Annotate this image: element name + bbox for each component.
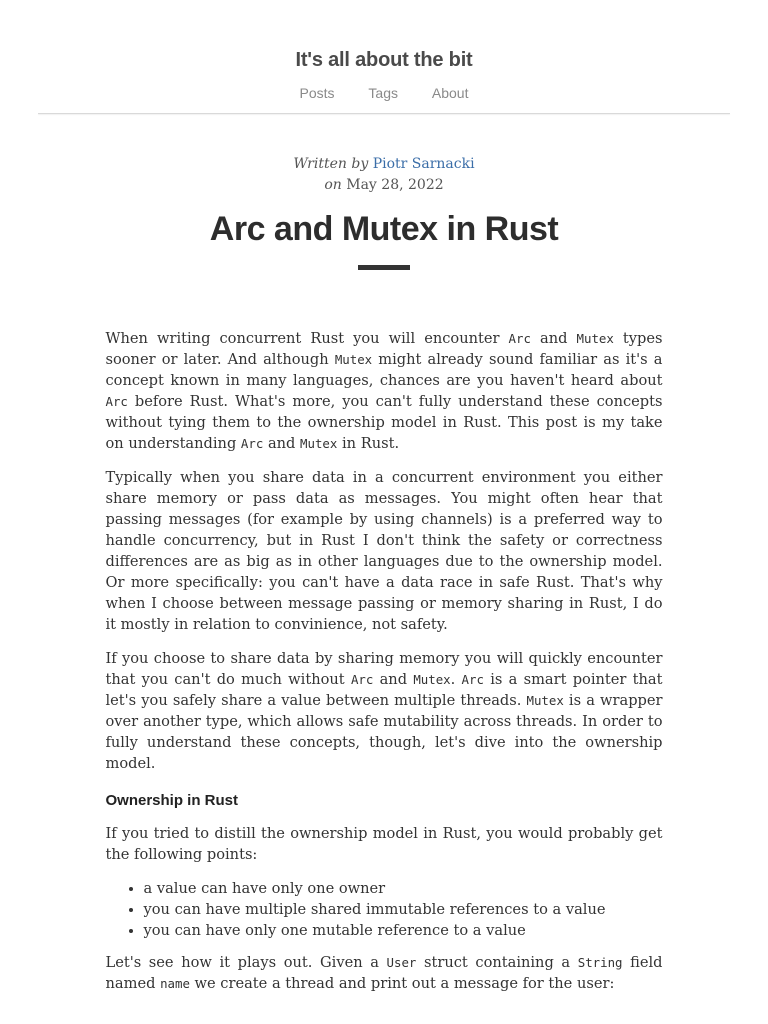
post-date: May 28, 2022	[346, 177, 444, 193]
inline-code: Mutex	[300, 436, 338, 451]
main-nav	[0, 85, 768, 101]
list-item: • a value can have only one owner	[144, 878, 663, 899]
heading-ownership: Ownership in Rust	[105, 792, 239, 809]
on-label: on	[324, 177, 342, 193]
post-content	[106, 328, 663, 994]
nav-tags[interactable]: Tags	[368, 85, 398, 101]
paragraph-ownership-intro: If you tried to distill the ownership model in Rust, you would probably get the following points:	[105, 825, 663, 863]
header-divider	[38, 113, 730, 114]
inline-code: name	[160, 976, 190, 991]
paragraph-sharing-data: Typically when you share data in a concurrent environment you either share memory or pass data as messages. You might often hear that passing messages (for example by using channels) is a preferred way to handle concurrency, but in Rust I don't think the safety or correctness differences are as big as in other languages due to the ownership model. Or more specifically: you can't have a data race in safe Rust. That's why when I choose between message passing or memory sharing in Rust, I do it mostly in relation to convinience, not safety.	[105, 469, 663, 633]
post-title: Arc and Mutex in Rust	[209, 210, 559, 248]
inline-code: Arc	[105, 394, 128, 409]
post-date-line	[0, 175, 768, 196]
paragraph-example-intro: Let's see how it plays out. Given a User struct containing a String field named name we create a thread and print out a message for the user:	[105, 954, 663, 992]
inline-code: Arc	[508, 331, 531, 346]
list-item: • you can have only one mutable reference to a value	[144, 920, 663, 941]
paragraph-arc-mutex: If you choose to share data by sharing memory you will quickly encounter that you can't do much without Arc and Mutex. Arc is a smart pointer that let's you safely share a value between multiple threads. Mutex is a wrapper over another type, which allows safe mutability across threads. In order to fully understand these concepts, though, let's dive into the ownership model.	[105, 650, 663, 772]
author-link[interactable]: Piotr Sarnacki	[372, 156, 475, 172]
post-meta	[0, 154, 768, 196]
paragraph-intro: When writing concurrent Rust you will encounter Arc and Mutex types sooner or later. And although Mutex might already sound familiar as it's a concept known in many languages, chances are you haven't heard about Arc before Rust. What's more, you can't fully understand these concepts without tying them to the ownership model in Rust. This post is my take on understanding Arc and Mutex in Rust.	[105, 330, 663, 452]
ownership-rules-list	[106, 878, 663, 941]
byline	[0, 154, 768, 175]
inline-code: Mutex	[413, 672, 451, 687]
nav-posts[interactable]: Posts	[299, 85, 335, 101]
list-item: • you can have multiple shared immutable references to a value	[144, 899, 663, 920]
site-header	[0, 0, 768, 114]
inline-code: Mutex	[526, 693, 564, 708]
inline-code: String	[577, 955, 623, 970]
inline-code: User	[386, 955, 417, 970]
site-title-link[interactable]: It's all about the bit	[295, 49, 473, 71]
inline-code: Arc	[461, 672, 484, 687]
inline-code: Mutex	[334, 352, 373, 367]
nav-about[interactable]: About	[431, 85, 469, 101]
post	[0, 154, 768, 994]
written-by-label: Written by	[293, 156, 369, 172]
inline-code: Arc	[350, 672, 374, 687]
inline-code: Arc	[240, 436, 264, 451]
title-underline	[358, 265, 410, 270]
inline-code: Mutex	[576, 331, 614, 346]
